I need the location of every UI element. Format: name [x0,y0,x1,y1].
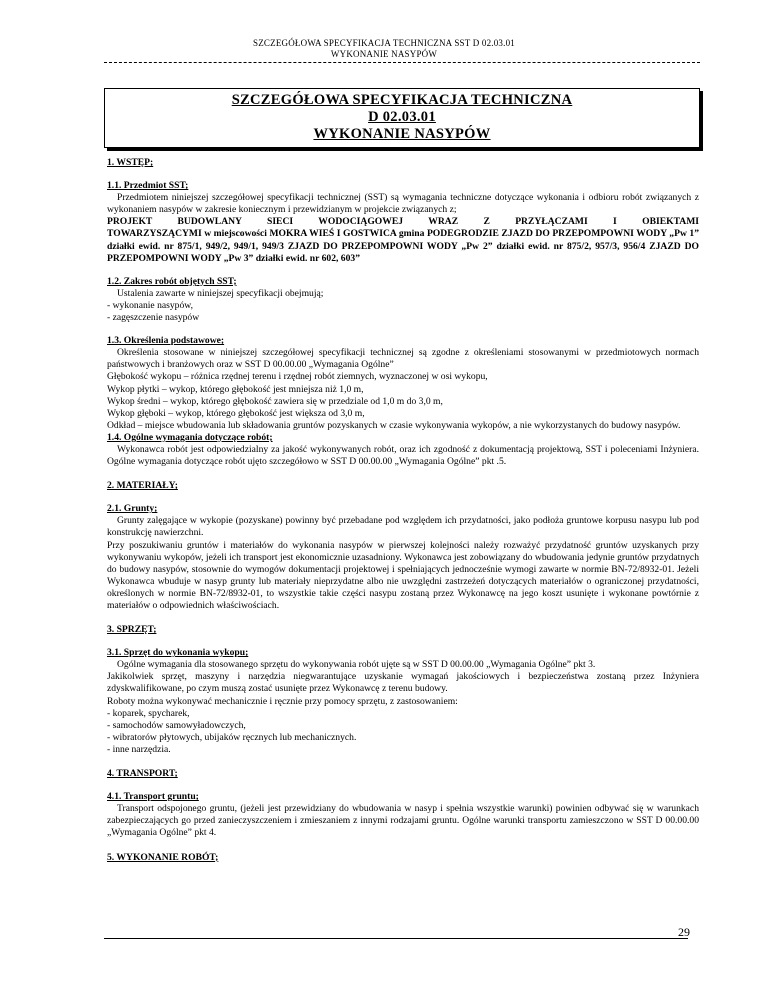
subsection-3-1-text-2: Jakikolwiek sprzęt, maszyny i narzędzia niegwarantujące uzyskanie wymagań jakościowych i bezpieczeństwa zostaną przez Inżyniera zdyskwalifikowane, po czym muszą zostać usunięte przez Wykonawcę z terenu budowy. [107,671,699,695]
subsection-1-4-text: Wykonawca robót jest odpowiedzialny za jakość wykonywanych robót, oraz ich zgodność z dokumentacją projektową, SST i poleceniami Inżyniera. Ogólne wymagania dotyczące robót ujęto szczegółowo w SST D 00.00.00 „Wymagania Ogólne” pkt .5. [107,443,699,468]
list-item: - koparek, spycharek, [107,707,190,719]
page-number: 29 [678,925,690,939]
subsection-2-1-text-1: Grunty zalęgające w wykopie (pozyskane) powinny być przebadane pod względem ich przydatności, jako podłoża gruntowe korpusu nasypu lub pod konstrukcję nawierzchni. [107,515,699,539]
subsection-1-2-heading: 1.2. Zakres robót objętych SST; [107,275,237,287]
subsection-1-4-heading: 1.4. Ogólne wymagania dotyczące robót; [107,431,273,443]
list-item: - wykonanie nasypów, [107,299,193,311]
section-5-heading: 5. WYKONANIE ROBÓT; [107,851,219,863]
document-body [107,157,699,864]
subsection-4-1-heading: 4.1. Transport gruntu; [107,791,199,803]
subsection-1-1-text: Przedmiotem niniejszej szczegółowej specyfikacji technicznej (SST) są wymagania techniczne dotyczące wykonania i odbioru robót związanych z wykonaniem nasypów w zakresie koniecznym i przewidzianym w projekcie związanych z; [107,192,699,216]
subsection-1-1-heading: 1.1. Przedmiot SST; [107,180,189,192]
section-4-heading: 4. TRANSPORT; [107,768,178,780]
list-item: - zagęszczenie nasypów [107,312,200,324]
subsection-4-1-text: Transport odspojonego gruntu, (jeżeli jest przewidziany do wbudowania w nasyp i spełnia wszystkie warunki) powinien odbywać się w warunkach zabezpieczających go przed zanieczyszczeniem i zmieszaniem z innymi rodzajami gruntu. Ogólne warunki transportu zamieszczono w SST D 00.00.00 „Wymagania Ogólne” pkt 4. [107,803,699,839]
section-3-heading: 3. SPRZĘT; [107,624,157,636]
title-line-3: WYKONANIE NASYPÓW [313,126,491,142]
project-name-line-1: PROJEKT BUDOWLANY SIECI WODOCIĄGOWEJ WRAZ Z PRZYŁĄCZAMI I OBIEKTAMI [107,216,699,228]
subsection-2-1-heading: 2.1. Grunty; [107,503,158,515]
header-line-1: SZCZEGÓŁOWA SPECYFIKACJA TECHNICZNA SST D 02.03.01 [253,38,515,48]
subsection-3-1-text-1: Ogólne wymagania dla stosowanego sprzętu do wykonywania robót ujęte są w SST D 00.00.00 „Wymagania Ogólne” pkt 3. [117,659,596,671]
list-item: - samochodów samowyładowczych, [107,719,246,731]
title-line-2: D 02.03.01 [368,109,436,125]
title-box [104,88,700,148]
subsection-3-1-text-3: Roboty można wykonywać mechanicznie i ręcznie przy pomocy sprzętu, z zastosowaniem: [107,695,458,707]
subsection-2-1-text-2: Przy poszukiwaniu gruntów i materiałów do wykonania nasypów w pierwszej kolejności należy rozważyć przydatność gruntów uzyskanych przy wykonywaniu wykopów, jeżeli ich transport jest ekonomicznie uzasadniony. Wykonawca jest zobowiązany do wbudowania jedynie gruntów przydatnych do budowy nasypów, stosownie do wymogów dokumentacji projektowej i spełniających jednocześnie wymogi zawarte w normie BN-72/8932-01. Jeżeli Wykonawca wbuduje w nasyp grunty lub materiały nieprzydatne albo nie uwzględni zastrzeżeń dotyczących materiałów o ograniczonej przydatności, określonych w normie BN-72/8932-01, to wszystkie takie części nasypu zostaną przez Wykonawcę na jego koszt usunięte i wykonane powtórnie z materiałów o odpowiednich właściwościach. [107,539,699,611]
definition-line: Odkład – miejsce wbudowania lub składowania gruntów pozyskanych w czasie wykonywania wykopów, a nie wykorzystanych do budowy nasypów. [107,419,681,431]
header-divider [104,62,700,63]
list-item: - wibratorów płytowych, ubijaków ręcznych lub mechanicznych. [107,731,357,743]
running-header [0,38,768,60]
definition-line: Wykop głęboki – wykop, którego głębokość jest większa od 3,0 m, [107,407,365,419]
list-item: - inne narzędzia. [107,743,171,755]
subsection-1-3-text: Określenia stosowane w niniejszej szczegółowej specyfikacji technicznej są zgodne z określeniami stosowanymi w przedmiotowych normach państwowych i branżowych oraz w SST D 00.00.00 „Wymagania Ogólne” [107,347,699,371]
definition-line: Wykop średni – wykop, którego głębokość zawiera się w przedziale od 1,0 m do 3,0 m, [107,395,443,407]
header-line-2: WYKONANIE NASYPÓW [330,49,438,59]
subsection-1-3-heading: 1.3. Określenia podstawowe; [107,335,225,347]
subsection-1-2-text: Ustalenia zawarte w niniejszej specyfikacji obejmują; [117,287,324,299]
subsection-3-1-heading: 3.1. Sprzęt do wykonania wykopu; [107,647,249,659]
section-2-heading: 2. MATERIAŁY; [107,480,178,492]
section-1-heading: 1. WSTĘP; [107,157,154,168]
footer-divider [104,938,688,939]
title-line-1: SZCZEGÓŁOWA SPECYFIKACJA TECHNICZNA [231,92,573,108]
definition-line: Wykop płytki – wykop, którego głębokość jest mniejsza niż 1,0 m, [107,383,364,395]
definition-line: Głębokość wykopu – różnica rzędnej terenu i rzędnej robót ziemnych, wyznaczonej w osi wykopu, [107,371,488,383]
project-name-rest: TOWARZYSZĄCYMI w miejscowości MOKRA WIEŚ I GOSTWICA gmina PODEGRODZIE ZJAZD DO PRZEPOMPOWNI WODY „Pw 1” działki ewid. nr 875/1, 949/2, 949/1, 949/3 ZJAZD DO PRZEPOMPOWNI WODY „Pw 2” działki ewid. nr 875/2, 957/3, 956/4 ZJAZD DO PRZEPOMPOWNI WODY „Pw 3” działki ewid. nr 602, 603” [107,228,699,264]
